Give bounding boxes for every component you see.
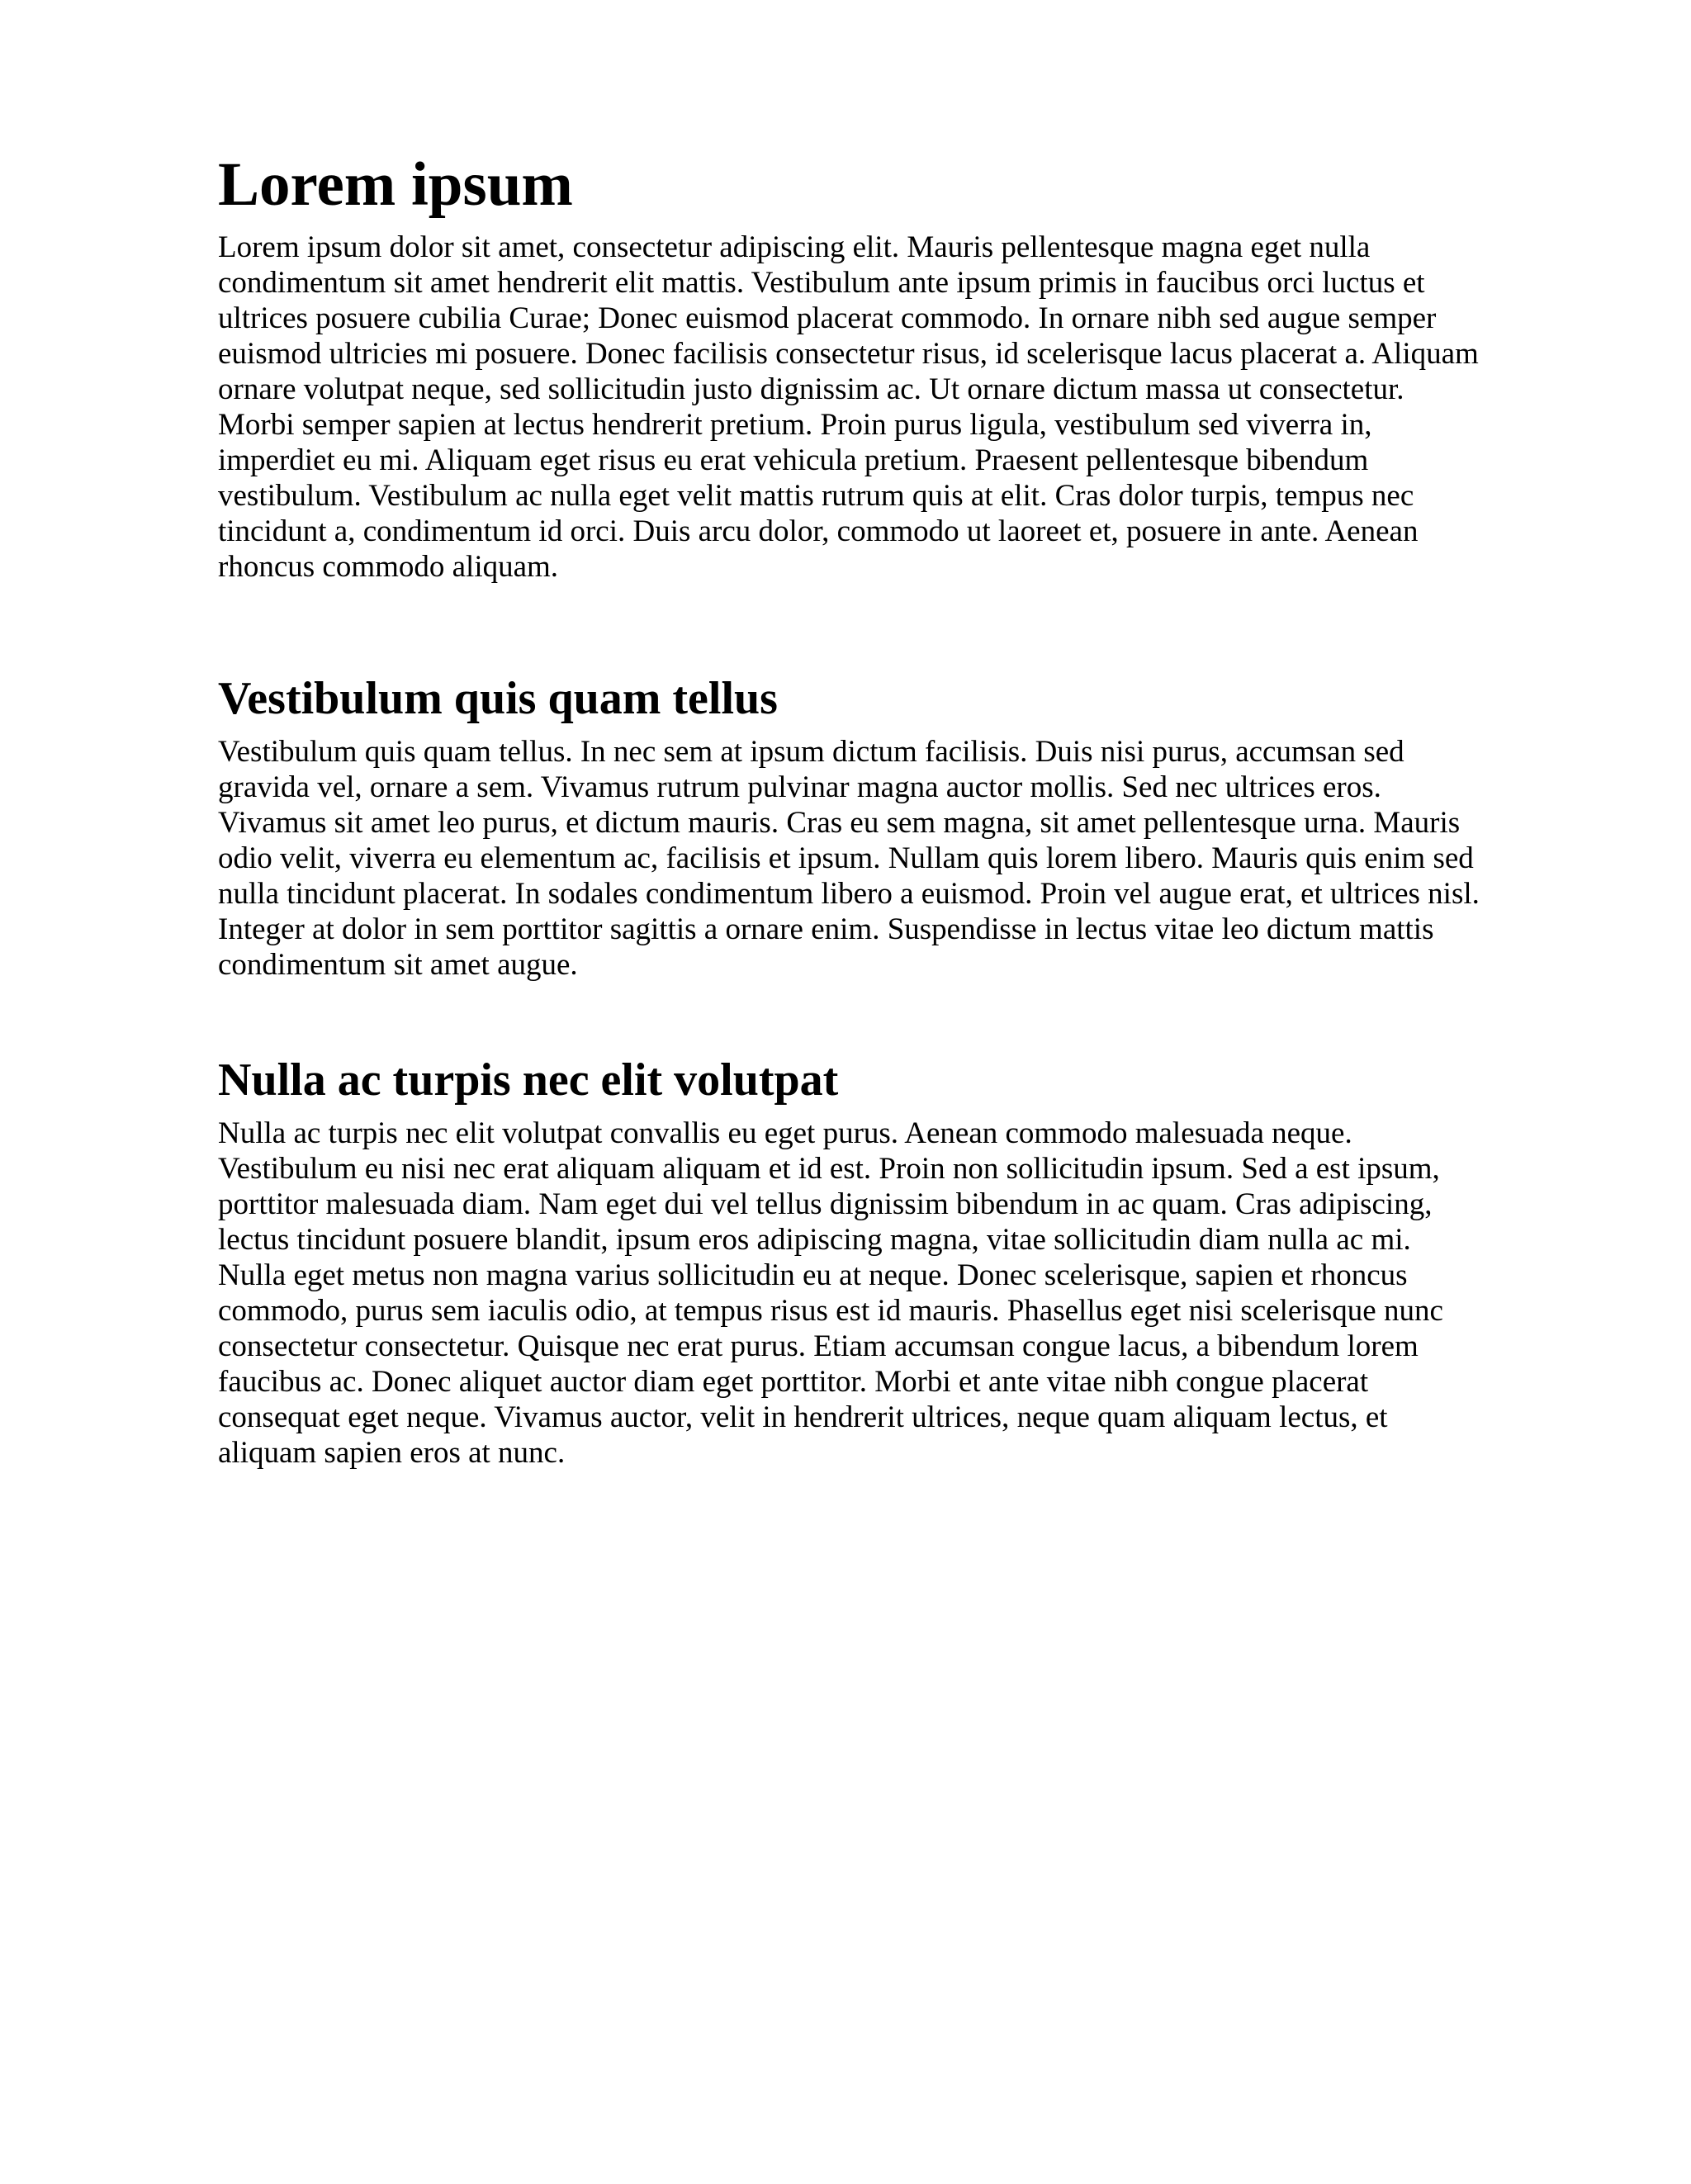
section-heading: Vestibulum quis quam tellus bbox=[218, 673, 778, 724]
section-paragraph: Lorem ipsum dolor sit amet, consectetur adipiscing elit. Mauris pellentesque magna eget nulla condimentum sit amet hendrerit elit mattis. Vestibulum ante ipsum primis in faucibus orci luctus et ultrices posuere cubilia Curae; Donec euismod placerat commodo. In ornare nibh sed augue semper euismod ultricies mi posuere. Donec facilisis consectetur risus, id scelerisque lacus placerat a. Aliquam ornare volutpat neque, sed sollicitudin justo dignissim ac. Ut ornare dictum massa ut consectetur. Morbi semper sapien at lectus hendrerit pretium. Proin purus ligula, vestibulum sed viverra in, imperdiet eu mi. Aliquam eget risus eu erat vehicula pretium. Praesent pellentesque bibendum vestibulum. Vestibulum ac nulla eget velit mattis rutrum quis at elit. Cras dolor turpis, tempus nec tincidunt a, condimentum id orci. Duis arcu dolor, commodo ut laoreet et, posuere in ante. Aenean rhoncus commodo aliquam. bbox=[218, 230, 1479, 584]
section-paragraph: Nulla ac turpis nec elit volutpat convallis eu eget purus. Aenean commodo malesuada neque. Vestibulum eu nisi nec erat aliquam aliquam et id est. Proin non sollicitudin ipsum. Sed a est ipsum, porttitor malesuada diam. Nam eget dui vel tellus dignissim bibendum in ac quam. Cras adipiscing, lectus tincidunt posuere blandit, ipsum eros adipiscing magna, vitae sollicitudin diam nulla ac mi. Nulla eget metus non magna varius sollicitudin eu at neque. Donec scelerisque, sapien et rhoncus commodo, purus sem iaculis odio, at tempus risus est id mauris. Phasellus eget nisi scelerisque nunc consectetur consectetur. Quisque nec erat purus. Etiam accumsan congue lacus, a bibendum lorem faucibus ac. Donec aliquet auctor diam eget porttitor. Morbi et ante vitae nibh congue placerat consequat eget neque. Vivamus auctor, velit in hendrerit ultrices, neque quam aliquam lectus, et aliquam sapien eros at nunc. bbox=[218, 1116, 1443, 1470]
section-heading: Nulla ac turpis nec elit volutpat bbox=[218, 1054, 839, 1106]
section-nulla bbox=[218, 1053, 1481, 1471]
section-paragraph: Vestibulum quis quam tellus. In nec sem at ipsum dictum facilisis. Duis nisi purus, accumsan sed gravida vel, ornare a sem. Vivamus rutrum pulvinar magna auctor mollis. Sed nec ultrices eros. Vivamus sit amet leo purus, et dictum mauris. Cras eu sem magna, sit amet pellentesque urna. Mauris odio velit, viverra eu elementum ac, facilisis et ipsum. Nullam quis lorem libero. Mauris quis enim sed nulla tincidunt placerat. In sodales condimentum libero a euismod. Proin vel augue erat, et ultrices nisl. Integer at dolor in sem porttitor sagittis a ornare enim. Suspendisse in lectus vitae leo dictum mattis condimentum sit amet augue. bbox=[218, 735, 1480, 982]
section-vestibulum bbox=[218, 671, 1481, 983]
document-title: Lorem ipsum bbox=[218, 150, 573, 219]
section-lorem-ipsum bbox=[218, 147, 1481, 585]
document-content bbox=[218, 147, 1481, 1471]
